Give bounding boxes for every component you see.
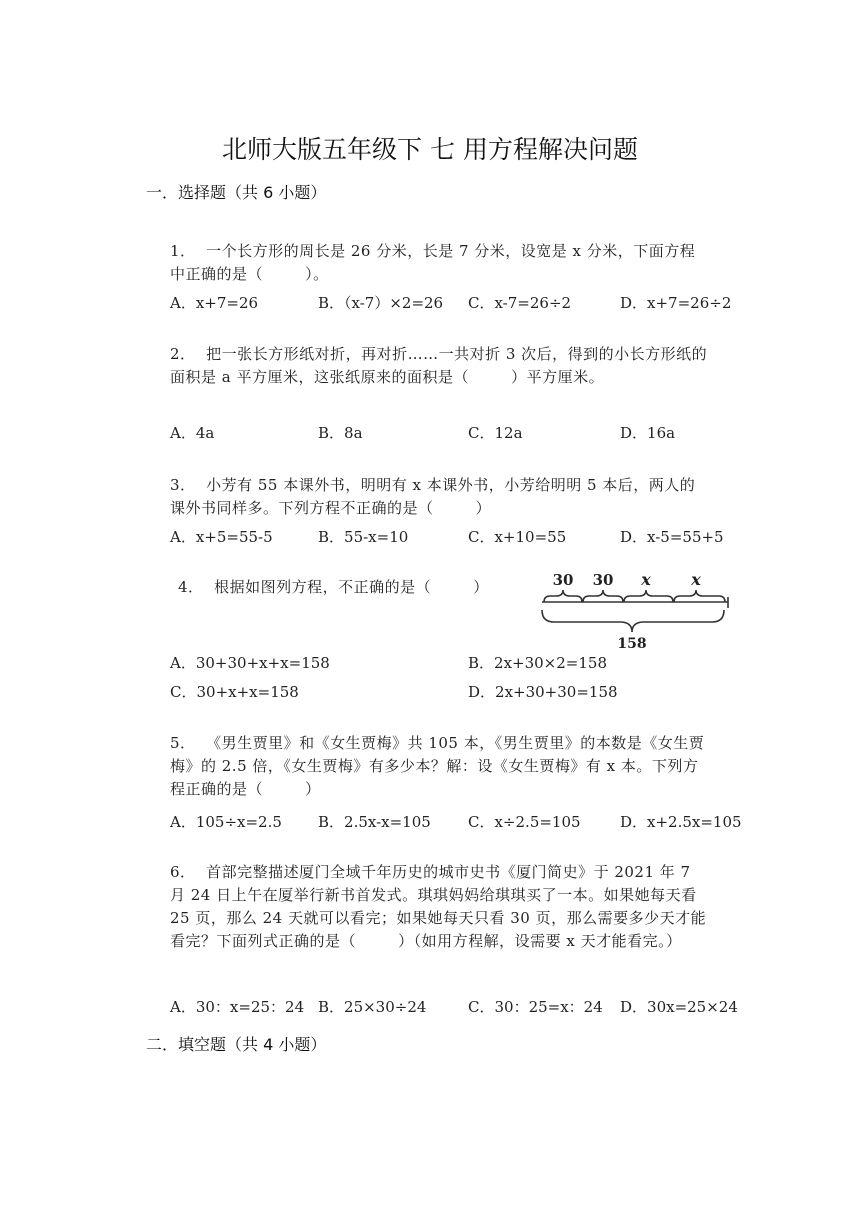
- question-1-stem: 1． 一个长方形的周长是 26 分米，长是 7 分米，设宽是 x 分米，下面方程中正确的是（ ）。: [170, 242, 696, 283]
- diagram-label-30b: 30: [592, 571, 614, 589]
- section-heading-fill: 二．填空题（共 4 小题）: [146, 1035, 327, 1054]
- question-5-stem: 5． 《男生贾里》和《女生贾梅》共 105 本，《男生贾里》的本数是《女生贾梅》的 2.5 倍，《女生贾梅》有多少本？解：设《女生贾梅》有 x 本。下列方程正确的是（ ）: [170, 734, 705, 798]
- question-4-stem: 4． 根据如图列方程，不正确的是（ ）: [178, 578, 489, 596]
- top-braces: [544, 590, 725, 602]
- option-d[interactable]: D．x+7=26÷2: [620, 294, 732, 312]
- question-2-stem: 2． 把一张长方形纸对折，再对折……一共对折 3 次后，得到的小长方形纸的面积是 a 平方厘米，这张纸原来的面积是（ ）平方厘米。: [170, 345, 708, 386]
- option-a[interactable]: A．105÷x=2.5: [170, 813, 282, 831]
- question-4: [178, 576, 538, 599]
- option-a[interactable]: A．x+7=26: [170, 294, 259, 312]
- diagram-label-30a: 30: [552, 571, 574, 589]
- option-c[interactable]: C．30：25=x：24: [468, 998, 603, 1016]
- question-6: [170, 861, 710, 953]
- option-d[interactable]: D．30x=25×24: [620, 998, 738, 1016]
- option-d[interactable]: D．x-5=55+5: [620, 528, 724, 546]
- option-b[interactable]: B．2.5x-x=105: [318, 813, 431, 831]
- question-2-options: [170, 422, 790, 445]
- page-title: 北师大版五年级下 七 用方程解决问题: [222, 135, 638, 164]
- option-c[interactable]: C．x+10=55: [468, 528, 567, 546]
- question-6-stem: 6． 首部完整描述厦门全域千年历史的城市史书《厦门简史》于 2021 年 7 月 24 日上午在厦举行新书首发式。琪琪妈妈给琪琪买了一本。如果她每天看 25 页，那么 24 天就可以看完；如果她每天只看 30 页，那么需要多少天才能看完？下面列式正确的是（ ）（如用方程解，设需要 x 天才能看完。）: [170, 863, 707, 950]
- diagram-total: 158: [617, 636, 647, 652]
- bottom-brace: [542, 610, 724, 632]
- option-c[interactable]: C．x-7=26÷2: [468, 294, 572, 312]
- option-c[interactable]: C．12a: [468, 424, 523, 442]
- question-2: [170, 343, 710, 389]
- option-d[interactable]: D．x+2.5x=105: [620, 813, 742, 831]
- diagram-label-xa: x: [641, 570, 651, 589]
- option-a[interactable]: A．4a: [170, 424, 215, 442]
- question-3-options: [170, 526, 790, 549]
- question-1: [170, 240, 710, 286]
- option-a[interactable]: A．30+30+x+x=158: [170, 654, 330, 672]
- option-b[interactable]: B．8a: [318, 424, 363, 442]
- question-5: [170, 732, 710, 801]
- question-5-options: [170, 811, 790, 834]
- option-a[interactable]: A．x+5=55-5: [170, 528, 273, 546]
- option-b[interactable]: B．（x-7）×2=26: [318, 294, 444, 312]
- segment-diagram: [536, 566, 736, 654]
- question-4-options-row2: [170, 681, 790, 704]
- option-d[interactable]: D．16a: [620, 424, 676, 442]
- option-b[interactable]: B．55-x=10: [318, 528, 409, 546]
- option-b[interactable]: B．25×30÷24: [318, 998, 427, 1016]
- section-heading-choice: 一．选择题（共 6 小题）: [146, 183, 327, 202]
- option-c[interactable]: C．x÷2.5=105: [468, 813, 581, 831]
- question-4-options-row1: [170, 652, 790, 675]
- option-a[interactable]: A．30：x=25：24: [170, 998, 305, 1016]
- diagram-label-xb: x: [691, 570, 701, 589]
- option-c[interactable]: C．30+x+x=158: [170, 683, 299, 701]
- option-d[interactable]: D．2x+30+30=158: [468, 683, 618, 701]
- question-3-stem: 3． 小芳有 55 本课外书，明明有 x 本课外书，小芳给明明 5 本后，两人的课外书同样多。下列方程不正确的是（ ）: [170, 476, 696, 517]
- question-6-options: [170, 996, 790, 1019]
- option-b[interactable]: B．2x+30×2=158: [468, 654, 607, 672]
- question-1-options: [170, 292, 790, 315]
- question-3: [170, 474, 710, 520]
